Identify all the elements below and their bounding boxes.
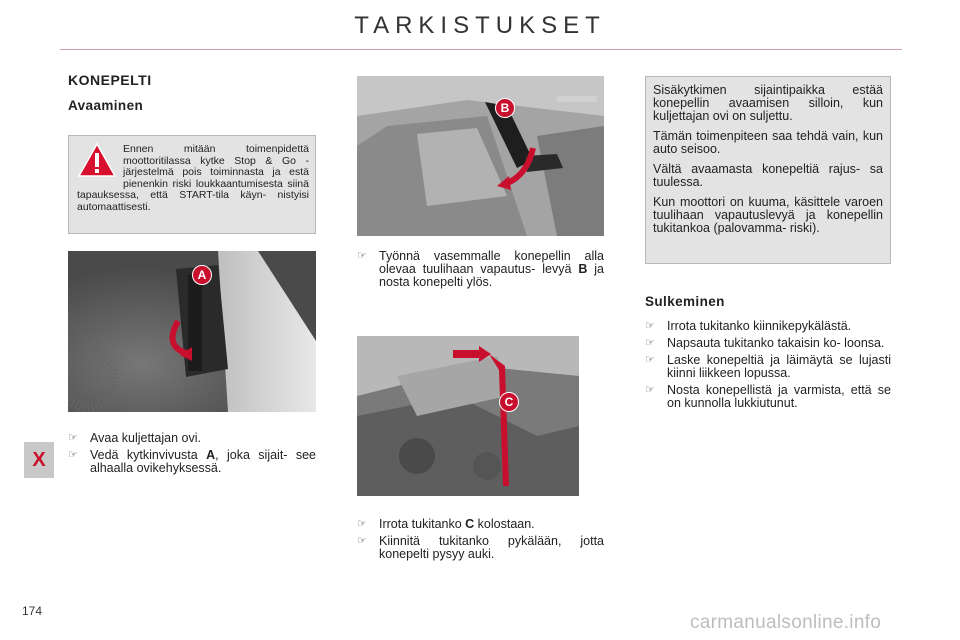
- list-item: ☞ Irrota tukitanko C kolostaan.: [357, 517, 535, 531]
- warning-text: Ennen mitään toimenpidettä moottoritilassa kytke Stop & Go -järjestelmä pois toiminnasta ja estä pienenkin riski loukkaantumisesta siinä tapauksessa, että START-tila käyn- nistyisi automaattisesti.: [77, 143, 309, 213]
- hand-pointer-icon: ☞: [68, 432, 78, 444]
- prop-rod-illustration: [357, 336, 579, 496]
- hand-pointer-icon: ☞: [68, 449, 78, 461]
- warning-box: [68, 135, 316, 234]
- hand-pointer-icon: ☞: [645, 337, 655, 349]
- hand-pointer-icon: ☞: [357, 250, 367, 262]
- page-number: 174: [22, 604, 43, 618]
- callout-c: C: [499, 392, 519, 412]
- photo-hood-release-lever: [357, 76, 604, 236]
- list-item: ☞ Irrota tukitanko kiinnikepykälästä.: [645, 319, 852, 333]
- photo-door-release: [68, 251, 316, 412]
- info-paragraph: Tämän toimenpiteen saa tehdä vain, kun auto seisoo.: [653, 129, 883, 156]
- list-item: ☞ Laske konepeltiä ja läimäytä se lujasti kiinni liikkeen lopussa.: [645, 353, 891, 380]
- info-paragraph: Sisäkytkimen sijaintipaikka estää konepellin avaamisen silloin, kun kuljettajan ovi on suljettu.: [653, 83, 883, 123]
- hand-pointer-icon: ☞: [645, 384, 655, 396]
- subheading-closing: Sulkeminen: [645, 294, 725, 309]
- hand-pointer-icon: ☞: [645, 320, 655, 332]
- section-heading: KONEPELTI: [68, 72, 152, 88]
- prop-steps-list: [357, 518, 604, 565]
- list-item: ☞ Avaa kuljettajan ovi.: [68, 431, 201, 445]
- list-item: ☞ Kiinnitä tukitanko pykälään, jotta konepelti pysyy auki.: [357, 534, 604, 561]
- hand-pointer-icon: ☞: [357, 535, 367, 547]
- list-item: ☞ Työnnä vasemmalle konepellin alla olevaa tuulihaan vapautus- levyä B ja nosta konepelti ylös.: [357, 249, 605, 289]
- info-paragraph: Kun moottori on kuuma, käsittele varoen tuulihaan vapautuslevyä ja konepellin tukitankoa (palovamma- riski).: [653, 195, 883, 235]
- closing-steps-list: [645, 320, 891, 414]
- header-rule: [60, 49, 902, 50]
- subheading-opening: Avaaminen: [68, 98, 144, 113]
- hand-pointer-icon: ☞: [357, 518, 367, 530]
- list-item: ☞ Napsauta tukitanko takaisin ko- loonsa.: [645, 336, 885, 350]
- lever-illustration: [357, 76, 604, 236]
- callout-b: B: [495, 98, 515, 118]
- list-item: ☞ Vedä kytkinvivusta A, joka sijait- see alhaalla ovikehyksessä.: [68, 448, 316, 475]
- photo-hood-prop-rod: [357, 336, 579, 496]
- release-steps-list: [357, 250, 604, 293]
- info-box: [645, 76, 891, 264]
- callout-a: A: [192, 265, 212, 285]
- watermark: carmanualsonline.info: [690, 612, 882, 633]
- section-tab[interactable]: X: [24, 442, 54, 478]
- list-item: ☞ Nosta konepellistä ja varmista, että se on kunnolla lukkiutunut.: [645, 383, 891, 410]
- hand-pointer-icon: ☞: [645, 354, 655, 366]
- page-title: TARKISTUKSET: [354, 12, 606, 39]
- opening-steps-list: [68, 432, 316, 479]
- info-paragraph: Vältä avaamasta konepeltiä rajus- sa tuulessa.: [653, 162, 883, 189]
